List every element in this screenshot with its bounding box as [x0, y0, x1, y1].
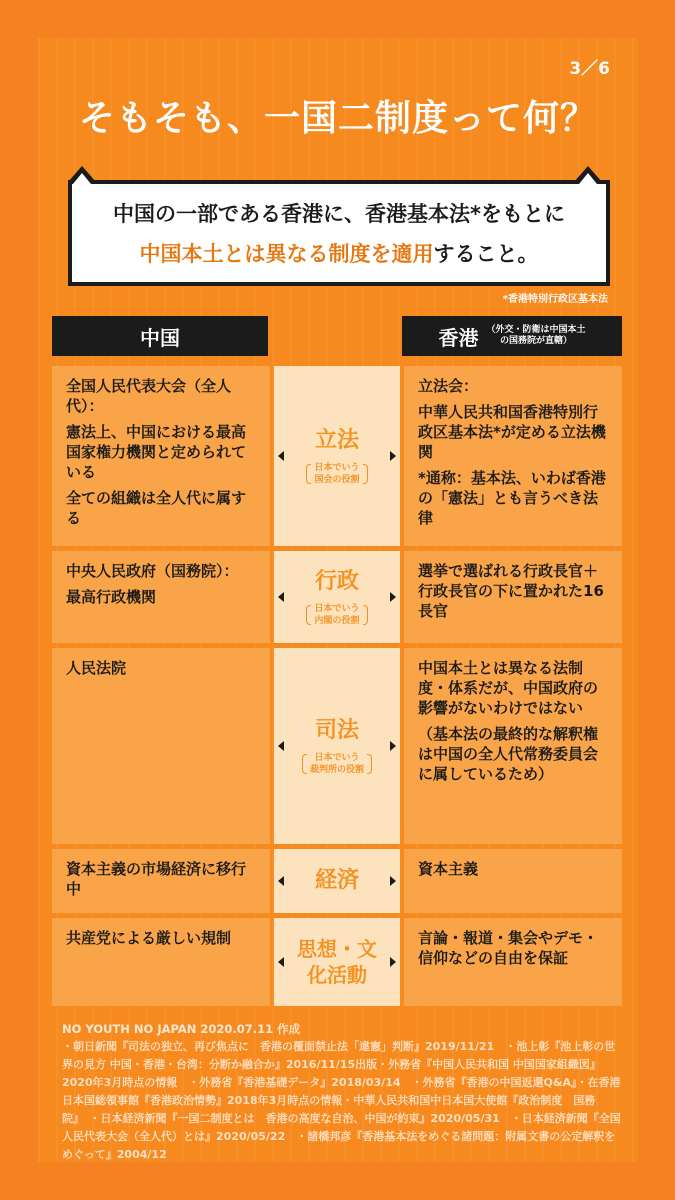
hongkong-cell: [404, 366, 622, 546]
definition-emphasis: 中国本土とは異なる制度を適用: [139, 242, 434, 266]
row-judicial: [52, 648, 622, 844]
arrow-left-icon: [278, 876, 284, 886]
page-number: 3／6: [569, 59, 610, 79]
row-culture: [52, 918, 622, 1006]
cell-text: 中央人民政府（国務院）：: [66, 562, 239, 580]
cell-text: （基本法の最終的な解釈権は中国の全人代常務委員会に属しているため）: [418, 725, 599, 783]
hongkong-cell: [404, 648, 622, 844]
hongkong-cell: [404, 849, 622, 913]
sub-line-2: 国会の役割: [314, 475, 360, 485]
bubble-tail-right-inner: [579, 173, 597, 184]
category-sub: [306, 462, 367, 486]
arrow-left-icon: [278, 451, 284, 461]
china-cell: [52, 648, 270, 844]
footnote: *香港特別行政区基本法: [502, 294, 608, 305]
arrow-left-icon: [278, 957, 284, 967]
category-label: 行政: [314, 569, 359, 594]
title-highlight: [264, 90, 449, 141]
category-label: 経済: [314, 868, 359, 893]
cell-text: 選挙で選ばれる行政長官＋行政長官の下に置かれた16長官: [418, 562, 604, 620]
header-china: 中国: [52, 316, 268, 356]
china-cell: [52, 849, 270, 913]
cell-text: 人民法院: [66, 659, 127, 677]
arrow-right-icon: [390, 957, 396, 967]
sub-line-1: 日本でいう: [314, 753, 360, 763]
title-after: って何？: [449, 98, 598, 139]
header-hongkong-label: 香港: [438, 325, 479, 350]
arrow-right-icon: [390, 451, 396, 461]
definition-line-1: 中国の一部である香港に、香港基本法*をもとに: [113, 202, 565, 226]
category-sub: [306, 603, 367, 627]
sub-line-2: 内閣の役割: [314, 616, 360, 626]
category-cell: [274, 648, 400, 844]
cell-text: *通称：基本法、いわば香港の「憲法」とも言うべき法律: [418, 469, 606, 527]
arrow-right-icon: [390, 592, 396, 602]
cell-text: 資本主義の市場経済に移行中: [66, 860, 247, 898]
row-economy: [52, 849, 622, 913]
arrow-left-icon: [278, 592, 284, 602]
china-cell: [52, 366, 270, 546]
cell-text: 中華人民共和国香港特別行政区基本法*が定める立法機関: [418, 403, 606, 461]
arrow-left-icon: [278, 741, 284, 751]
sub-line-1: 日本でいう: [314, 463, 360, 473]
sources-heading: NO YOUTH NO JAPAN 2020.07.11 作成: [62, 1022, 301, 1036]
hongkong-cell: [404, 918, 622, 1006]
cell-text: 共産党による厳しい規制: [66, 929, 232, 947]
infographic-card: [38, 38, 638, 1162]
bubble-tail-left-inner: [73, 173, 91, 184]
cell-text: 憲法上、中国における最高国家権力機関と定められている: [66, 423, 247, 481]
category-sub: [302, 752, 372, 776]
cell-text: 言論・報道・集会やデモ・信仰などの自由を保証: [418, 929, 599, 967]
cell-text: 全ての組織は全人代に属する: [66, 489, 247, 527]
header-hongkong-note: （外交・防衛は中国本土 の国務院が直轄）: [486, 325, 586, 346]
sources: [62, 1020, 622, 1164]
row-executive: [52, 551, 622, 643]
category-cell: [274, 551, 400, 643]
sub-line-2: 裁判所の役割: [309, 765, 364, 775]
cell-text: 中国本土とは異なる法制度・体系だが、中国政府の影響がないわけではない: [418, 659, 599, 717]
arrow-right-icon: [390, 876, 396, 886]
definition-line-2: [72, 234, 606, 274]
cell-text: 全国人民代表大会（全人代）：: [66, 377, 232, 415]
category-label: 立法: [314, 428, 359, 453]
category-label: 司法: [314, 718, 359, 743]
header-hongkong: [402, 316, 622, 356]
hongkong-cell: [404, 551, 622, 643]
page-title: [38, 90, 638, 141]
arrow-right-icon: [390, 741, 396, 751]
cell-text: 立法会：: [418, 377, 479, 395]
title-highlight-text: 一国二制度: [263, 98, 449, 139]
category-label: 思想・文化活動: [297, 937, 377, 987]
china-cell: [52, 918, 270, 1006]
header-note-line-2: の国務院が直轄: [499, 336, 563, 346]
category-cell: [274, 849, 400, 913]
china-cell: [52, 551, 270, 643]
cell-text: 最高行政機関: [66, 588, 157, 606]
cell-text: 資本主義: [418, 860, 479, 878]
category-cell: [274, 918, 400, 1006]
definition-rest: すること。: [433, 242, 539, 266]
header-note-line-1: 外交・防衛は中国本土: [495, 325, 586, 335]
sub-line-1: 日本でいう: [314, 604, 360, 614]
row-legislative: [52, 366, 622, 546]
definition-bubble: [68, 180, 610, 286]
title-before: そもそも、: [78, 98, 264, 139]
category-cell: [274, 366, 400, 546]
sources-body: ・朝日新聞『司法の独立、再び焦点に 香港の覆面禁止法「違憲」判断』2019/11/21 ・池上彰『池上彰の世界の見方 中国・香港・台湾：分断か融合か』2016/11/15出版・外務省『中国人民共和国 中国国家組織図』2020年3月時点の情報 ・外務省『香港基礎データ』2018/03/14 ・外務省『香港の中国返還Q&A』・在香港日本国総領事館『香港政治情勢』2018年3月時点の情報・中華人民共和国中日本国大使館『政治制度 国務院』 ・日本経済新聞『一国二制度とは 香港の高度な自治、中国が約束』2020/05/31 ・日本経済新聞『全国人民代表大会（全人代）とは』2020/05/22 ・諸橋邦彦『香港基本法をめぐる諸問題：附属文書の公定解釈をめぐって』2004/12: [62, 1040, 621, 1161]
